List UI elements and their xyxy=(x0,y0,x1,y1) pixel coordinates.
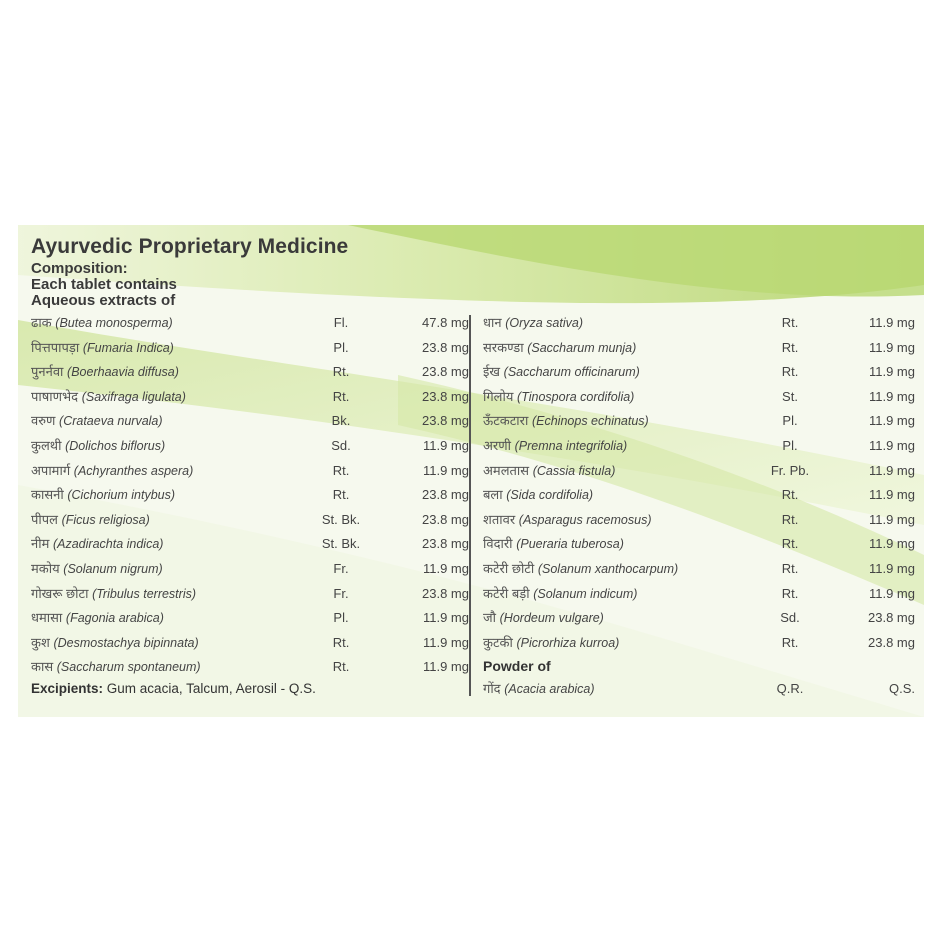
quantity: 11.9 mg xyxy=(868,536,915,552)
hindi-name: बला xyxy=(483,487,503,503)
ingredient-row xyxy=(483,460,923,482)
latin-name: (Saccharum spontaneum) xyxy=(56,660,201,675)
ingredient-name xyxy=(31,509,150,531)
latin-name: (Crataeva nurvala) xyxy=(59,414,163,429)
quantity: 47.8 mg xyxy=(422,315,469,330)
plant-part: Sd. xyxy=(331,438,351,453)
ingredient-name xyxy=(483,435,627,457)
excipients-line xyxy=(31,681,316,696)
hindi-name: धमासा xyxy=(31,610,63,626)
composition-content xyxy=(18,225,924,717)
latin-name: (Echinops echinatus) xyxy=(531,414,649,429)
latin-name: (Sida cordifolia) xyxy=(506,488,594,503)
quantity: 11.9 mg xyxy=(422,561,469,576)
column-divider xyxy=(469,315,471,696)
ingredient-name xyxy=(31,533,163,555)
latin-name: (Tinospora cordifolia) xyxy=(517,389,635,404)
plant-part: Rt. xyxy=(781,511,799,527)
composition-panel xyxy=(18,225,924,717)
latin-name: (Achyranthes aspera) xyxy=(73,463,194,478)
latin-name: (Cassia fistula) xyxy=(532,463,616,478)
hindi-name: अरणी xyxy=(483,438,512,453)
hindi-name: कुलथी xyxy=(31,438,62,453)
latin-name: (Premna integrifolia) xyxy=(514,439,628,453)
latin-name: (Saxifraga ligulata) xyxy=(81,389,186,404)
plant-part: Rt. xyxy=(781,561,799,576)
ingredient-name xyxy=(31,410,163,432)
ingredient-name xyxy=(483,484,593,506)
quantity: 23.8 mg xyxy=(422,585,469,601)
quantity: Q.S. xyxy=(888,681,915,696)
hindi-name: पित्तपापड़ा xyxy=(31,339,80,355)
hindi-name: कुश xyxy=(31,634,50,650)
ingredient-row xyxy=(483,533,923,555)
each-tablet-heading: Each tablet contains xyxy=(31,276,177,293)
latin-name: (Desmostachya bipinnata) xyxy=(53,635,199,650)
plant-part: St. xyxy=(782,388,798,404)
ingredient-name xyxy=(483,558,678,580)
excipients-label: Excipients: xyxy=(31,681,104,696)
ingredient-name xyxy=(31,607,164,629)
plant-part: Rt. xyxy=(332,487,350,503)
plant-part: Bk. xyxy=(331,413,351,429)
ingredient-name xyxy=(483,337,636,359)
ingredient-row xyxy=(483,558,923,580)
ingredient-name xyxy=(483,312,583,334)
latin-name: (Oryza sativa) xyxy=(505,316,583,330)
quantity: 11.9 mg xyxy=(422,659,469,675)
ingredient-row xyxy=(483,435,923,457)
ingredient-name xyxy=(31,435,165,457)
latin-name: (Saccharum munja) xyxy=(527,340,637,355)
plant-part: Pl. xyxy=(782,438,798,453)
ingredient-name xyxy=(483,607,604,629)
composition-heading: Composition: xyxy=(31,260,128,277)
plant-part: Fr. xyxy=(333,561,349,576)
excipients-text: Gum acacia, Talcum, Aerosil - Q.S. xyxy=(106,681,316,696)
ingredient-row xyxy=(483,312,923,334)
ingredient-name xyxy=(31,386,186,408)
quantity: 11.9 mg xyxy=(868,585,915,601)
ingredient-name xyxy=(31,312,173,334)
plant-part: Fr. Pb. xyxy=(770,462,810,478)
ingredient-row xyxy=(31,410,471,432)
quantity: 11.9 mg xyxy=(868,438,915,453)
latin-name: (Tribulus terrestris) xyxy=(92,586,197,601)
ingredient-row xyxy=(483,583,923,605)
quantity: 11.9 mg xyxy=(422,634,469,650)
ingredient-name xyxy=(483,583,637,605)
plant-part: Fl. xyxy=(333,315,349,330)
hindi-name: ढाक xyxy=(31,315,52,330)
latin-name: (Fagonia arabica) xyxy=(65,611,164,626)
latin-name: (Picrorhiza kurroa) xyxy=(516,635,620,650)
ingredient-row xyxy=(31,583,471,605)
ingredient-row xyxy=(483,386,923,408)
ingredient-row xyxy=(31,484,471,506)
hindi-name: धान xyxy=(483,315,502,330)
ingredient-name xyxy=(31,632,199,654)
ingredient-name xyxy=(483,533,624,555)
plant-part: St. Bk. xyxy=(321,511,361,527)
hindi-name: कासनी xyxy=(31,487,64,503)
plant-part: Rt. xyxy=(332,659,350,675)
hindi-name: मकोय xyxy=(31,561,60,576)
ingredient-row xyxy=(483,337,923,359)
plant-part: Rt. xyxy=(781,536,799,552)
hindi-name: सरकण्डा xyxy=(483,339,524,355)
page-title: Ayurvedic Proprietary Medicine xyxy=(31,235,349,258)
ingredient-row xyxy=(31,632,471,654)
ingredient-name xyxy=(483,361,640,383)
latin-name: (Solanum nigrum) xyxy=(63,562,163,576)
plant-part: Pl. xyxy=(333,610,349,626)
plant-part: Pl. xyxy=(333,339,349,355)
ingredient-name xyxy=(483,460,615,482)
latin-name: (Butea monosperma) xyxy=(55,316,173,330)
hindi-name: गोखरू छोटा xyxy=(31,585,89,601)
ingredient-row xyxy=(31,312,471,334)
ingredient-name xyxy=(31,460,193,482)
hindi-name: पुनर्नवा xyxy=(31,364,64,380)
plant-part: Rt. xyxy=(781,487,799,503)
plant-part: Pl. xyxy=(782,413,798,429)
quantity: 23.8 mg xyxy=(422,388,469,404)
quantity: 11.9 mg xyxy=(868,388,915,404)
quantity: 11.9 mg xyxy=(868,413,915,429)
ingredient-name xyxy=(31,558,163,580)
hindi-name: जौ xyxy=(483,610,497,626)
latin-name: (Pueraria tuberosa) xyxy=(516,537,624,552)
ingredient-row xyxy=(483,632,923,654)
quantity: 23.8 mg xyxy=(422,511,469,527)
ingredient-row xyxy=(31,558,471,580)
latin-name: (Cichorium intybus) xyxy=(67,488,176,503)
quantity: 23.8 mg xyxy=(422,413,469,429)
ingredient-name xyxy=(31,361,179,383)
quantity: 11.9 mg xyxy=(868,487,915,503)
quantity: 11.9 mg xyxy=(868,511,915,527)
ingredient-row xyxy=(31,656,471,678)
ingredient-row xyxy=(483,484,923,506)
hindi-name: गिलोय xyxy=(483,388,514,404)
ingredient-name xyxy=(483,509,652,531)
plant-part: Rt. xyxy=(781,315,799,330)
hindi-name: अपामार्ग xyxy=(31,462,71,478)
hindi-name: कास xyxy=(31,659,54,675)
quantity: 23.8 mg xyxy=(868,634,915,650)
ingredient-row xyxy=(31,435,471,457)
hindi-name: विदारी xyxy=(483,536,513,552)
ingredient-row xyxy=(31,386,471,408)
ingredient-name xyxy=(31,484,175,506)
quantity: 11.9 mg xyxy=(868,462,915,478)
ingredient-name xyxy=(483,678,595,700)
plant-part: Rt. xyxy=(332,388,350,404)
quantity: 11.9 mg xyxy=(868,561,915,576)
ingredient-row xyxy=(31,361,471,383)
quantity: 11.9 mg xyxy=(422,438,469,453)
ingredient-name xyxy=(483,386,634,408)
ingredient-name xyxy=(483,632,619,654)
plant-part: Sd. xyxy=(780,610,800,626)
powder-heading: Powder of xyxy=(483,658,551,674)
hindi-name: ईख xyxy=(483,364,501,380)
quantity: 11.9 mg xyxy=(868,315,915,330)
quantity: 23.8 mg xyxy=(422,536,469,552)
plant-part: Rt. xyxy=(332,634,350,650)
hindi-name: कटेरी बड़ी xyxy=(483,585,530,601)
latin-name: (Dolichos biflorus) xyxy=(65,439,166,453)
plant-part: Fr. xyxy=(333,585,349,601)
latin-name: (Ficus religiosa) xyxy=(61,512,150,527)
ingredient-name xyxy=(483,410,649,432)
quantity: 11.9 mg xyxy=(422,462,469,478)
hindi-name: कुटकी xyxy=(483,634,513,650)
quantity: 11.9 mg xyxy=(868,364,915,380)
latin-name: (Asparagus racemosus) xyxy=(518,512,652,527)
plant-part: Rt. xyxy=(781,364,799,380)
latin-name: (Fumaria Indica) xyxy=(82,340,174,355)
ingredient-name xyxy=(31,656,201,678)
ingredient-row xyxy=(483,509,923,531)
hindi-name: शतावर xyxy=(483,511,516,527)
hindi-name: अमलतास xyxy=(483,462,530,478)
plant-part: Rt. xyxy=(781,585,799,601)
ingredient-row xyxy=(483,607,923,629)
quantity: 11.9 mg xyxy=(422,610,469,626)
hindi-name: कटेरी छोटी xyxy=(483,561,535,576)
plant-part: Q.R. xyxy=(776,681,804,696)
powder-item xyxy=(483,678,923,700)
plant-part: Rt. xyxy=(781,634,799,650)
quantity: 23.8 mg xyxy=(422,364,469,380)
ingredient-name xyxy=(31,583,196,605)
aqueous-heading: Aqueous extracts of xyxy=(31,292,176,309)
ingredient-row xyxy=(31,460,471,482)
latin-name: (Solanum indicum) xyxy=(533,586,638,601)
hindi-name: पाषाणभेद xyxy=(31,388,79,404)
ingredient-row xyxy=(31,337,471,359)
plant-part: Rt. xyxy=(332,364,350,380)
ingredient-name xyxy=(31,337,174,359)
quantity: 23.8 mg xyxy=(868,610,915,626)
hindi-name: वरुण xyxy=(31,413,56,429)
ingredient-row xyxy=(483,361,923,383)
hindi-name: पीपल xyxy=(31,511,58,527)
quantity: 23.8 mg xyxy=(422,339,469,355)
hindi-name: नीम xyxy=(31,536,50,552)
ingredient-row xyxy=(31,533,471,555)
latin-name: (Azadirachta indica) xyxy=(52,537,164,552)
latin-name: (Boerhaavia diffusa) xyxy=(67,365,179,380)
plant-part: St. Bk. xyxy=(321,536,361,552)
latin-name: (Acacia arabica) xyxy=(504,682,595,696)
plant-part: Rt. xyxy=(332,462,350,478)
ingredient-row xyxy=(483,410,923,432)
latin-name: (Saccharum officinarum) xyxy=(503,365,640,380)
hindi-name: गोंद xyxy=(483,681,501,696)
quantity: 11.9 mg xyxy=(868,339,915,355)
ingredient-row xyxy=(31,607,471,629)
latin-name: (Solanum xanthocarpum) xyxy=(537,562,679,576)
hindi-name: ऊँटकटारा xyxy=(483,413,529,429)
ingredient-row xyxy=(31,509,471,531)
latin-name: (Hordeum vulgare) xyxy=(499,611,604,626)
plant-part: Rt. xyxy=(781,339,799,355)
quantity: 23.8 mg xyxy=(422,487,469,503)
